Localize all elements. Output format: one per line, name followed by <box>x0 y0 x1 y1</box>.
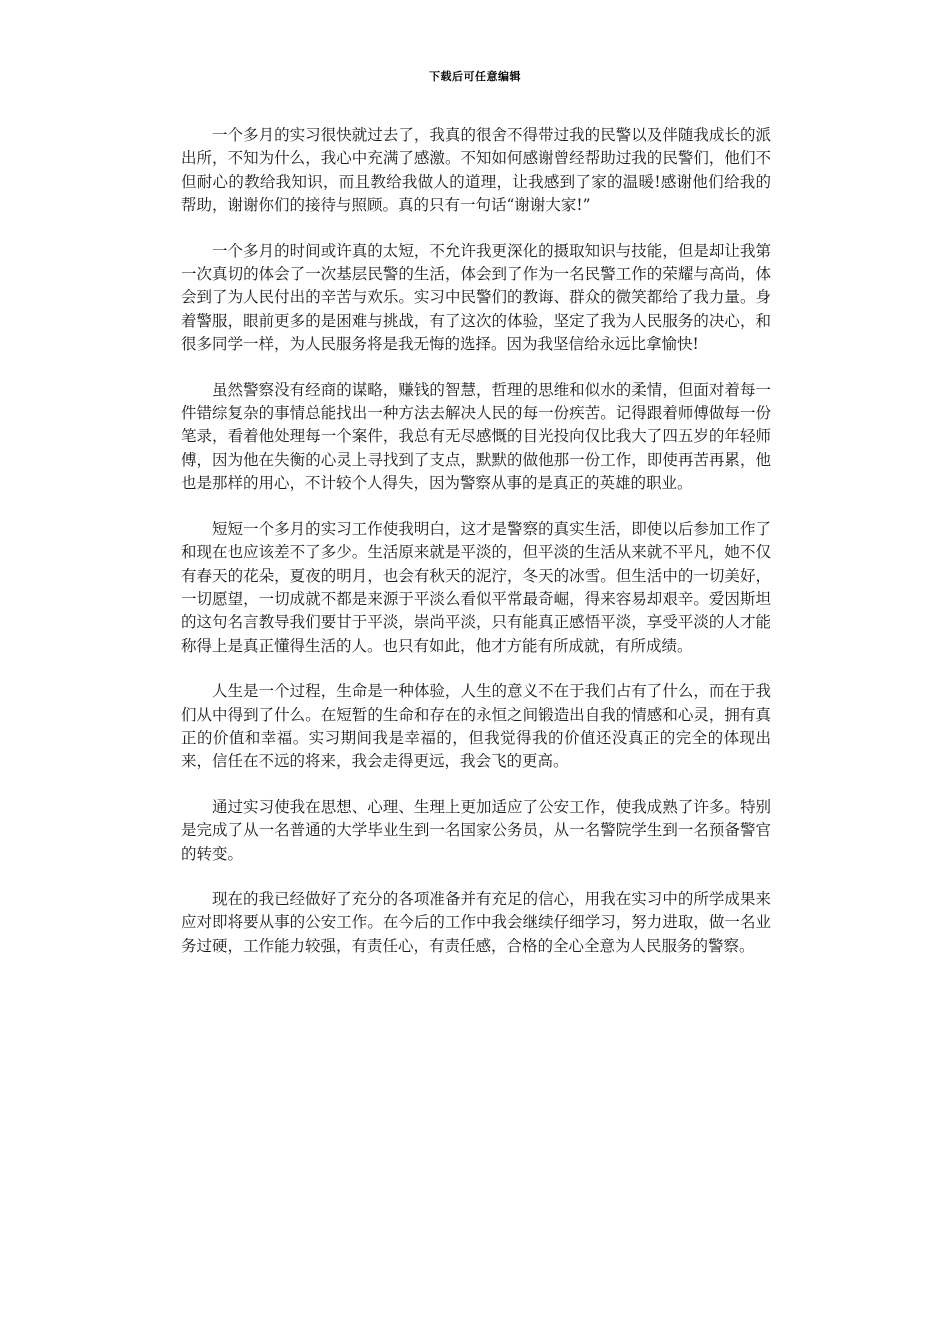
paragraph: 一个多月的实习很快就过去了，我真的很舍不得带过我的民警以及伴随我成长的派出所，不知为什么，我心中充满了感激。不知如何感谢曾经帮助过我的民警们，他们不但耐心的教给我知识，而且教给我做人的道理，让我感到了家的温暖!感谢他们给我的帮助，谢谢你们的接待与照顾。真的只有一句话“谢谢大家!” <box>181 126 771 215</box>
paragraph: 通过实习使我在思想、心理、生理上更加适应了公安工作，使我成熟了许多。特别是完成了从一名普通的大学毕业生到一名国家公务员，从一名警院学生到一名预备警官的转变。 <box>181 797 771 863</box>
paragraph: 短短一个多月的实习工作使我明白，这才是警察的真实生活，即使以后参加工作了和现在也应该差不了多少。生活原来就是平淡的，但平淡的生活从来就不平凡，她不仅有春天的花朵，夏夜的明月，也会有秋天的泥泞，冬天的冰雪。但生活中的一切美好，一切愿望，一切成就不都是来源于平淡么看似平常最奇崛，得来容易却艰辛。爱因斯坦的这句名言教导我们要甘于平淡，崇尚平淡，只有能真正感悟平淡，享受平淡的人才能称得上是真正懂得生活的人。也只有如此，他才方能有所成就，有所成绩。 <box>181 519 771 655</box>
paragraph: 虽然警察没有经商的谋略，赚钱的智慧，哲理的思维和似水的柔情，但面对着每一件错综复杂的事情总能找出一种方法去解决人民的每一份疾苦。记得跟着师傅做每一份笔录，看着他处理每一个案件，我总有无尽感慨的目光投向仅比我大了四五岁的年轻师傅，因为他在失衡的心灵上寻找到了支点，默默的做他那一份工作，即使再苦再累，他也是那样的用心，不计较个人得失，因为警察从事的是真正的英雄的职业。 <box>181 380 771 493</box>
paragraph: 一个多月的时间或许真的太短，不允许我更深化的摄取知识与技能，但是却让我第一次真切的体会了一次基层民警的生活，体会到了作为一名民警工作的荣耀与高尚，体会到了为人民付出的辛苦与欢乐。实习中民警们的教诲、群众的微笑都给了我力量。身着警服，眼前更多的是困难与挑战，有了这次的体验，坚定了我为人民服务的决心，和很多同学一样，为人民服务将是我无悔的选择。因为我坚信给永远比拿愉快! <box>181 241 771 354</box>
document-body <box>181 124 771 980</box>
paragraph: 人生是一个过程，生命是一种体验，人生的意义不在于我们占有了什么，而在于我们从中得到了什么。在短暂的生命和存在的永恒之间锻造出自我的情感和心灵，拥有真正的价值和幸福。实习期间我是幸福的，但我觉得我的价值还没真正的完全的体现出来，信任在不远的将来，我会走得更远，我会飞的更高。 <box>181 682 771 771</box>
page-header-note: 下载后可任意编辑 <box>429 70 521 83</box>
paragraph: 现在的我已经做好了充分的各项准备并有充足的信心，用我在实习中的所学成果来应对即将要从事的公安工作。在今后的工作中我会继续仔细学习，努力进取，做一名业务过硬，工作能力较强，有责任心，有责任感，合格的全心全意为人民服务的警察。 <box>181 889 771 955</box>
